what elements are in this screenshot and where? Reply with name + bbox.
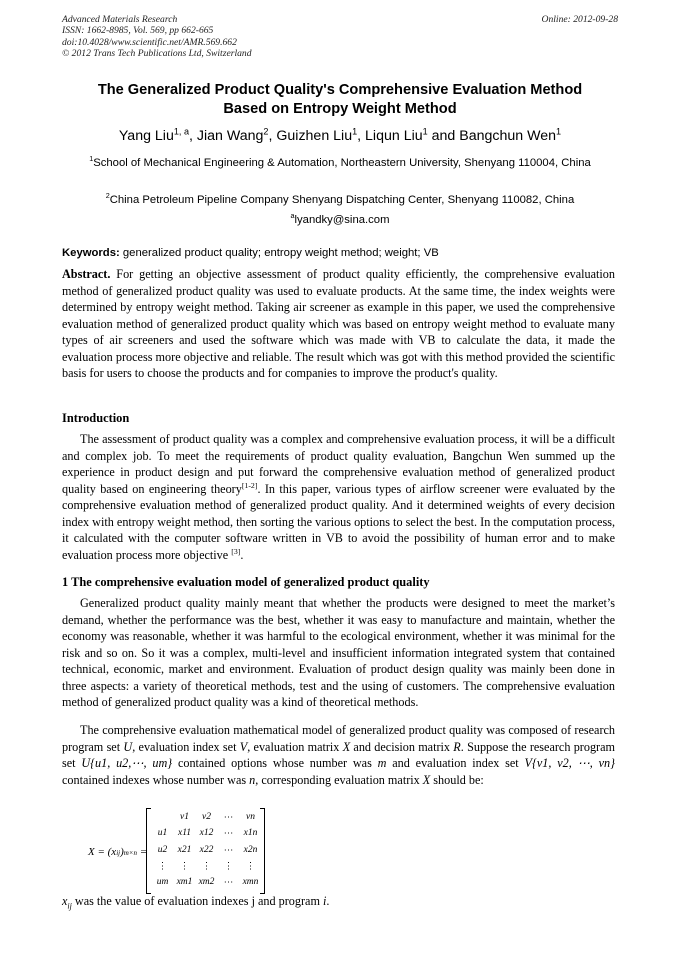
math-var: X xyxy=(342,739,351,754)
author-sup: 1 xyxy=(422,126,428,137)
matrix-cell: u1 xyxy=(157,828,168,838)
text-run: , evaluation index set xyxy=(132,739,240,754)
email-sup: a xyxy=(290,211,295,221)
journal-header xyxy=(62,14,618,59)
text-run: The comprehensive evaluation mathematical model of generalized product quality was composed of research program set xyxy=(62,723,615,754)
evaluation-matrix xyxy=(88,808,288,892)
matrix-cell: xm1 xyxy=(176,877,193,887)
author-name: Yang Liu xyxy=(118,128,174,144)
matrix-cell: x1n xyxy=(243,828,258,838)
abstract-label: Abstract. xyxy=(62,267,111,281)
matrix-equals: = xyxy=(137,846,148,858)
matrix-cell: xmn xyxy=(242,877,259,887)
affiliation-1 xyxy=(62,155,618,171)
citation-1-2: [1-2] xyxy=(241,480,258,490)
author-name: Jian Wang xyxy=(196,128,264,144)
intro-text-1: The assessment of product quality was a complex and comprehensive evaluation process, it will be a difficult and complex job. To meet the requirements of product quality evaluation, Bangchun Wen summed up the experience in product design and put forward the comprehensive evaluation method of generalized product quality based on engineering theory xyxy=(62,432,615,496)
matrix-lhs-close: ) xyxy=(120,846,124,858)
affiliation-1-text: School of Mechanical Engineering & Automation, Northeastern University, Shenyang 110004, China xyxy=(93,157,591,169)
matrix-lhs-text: X = (x xyxy=(88,846,117,858)
author-email xyxy=(62,212,618,228)
math-var: U xyxy=(123,739,133,754)
text-run: and evaluation index set xyxy=(386,756,525,770)
keywords-label: Keywords: xyxy=(62,247,120,259)
text-run: was the value of evaluation indexes j and program xyxy=(71,894,323,908)
matrix-cell: ⋮ xyxy=(179,862,190,872)
author-name: Liqun Liu xyxy=(365,128,423,144)
author-sep: , xyxy=(357,128,366,144)
matrix-cell: x11 xyxy=(177,828,191,838)
intro-text-3: . xyxy=(240,547,244,562)
introduction-paragraph xyxy=(62,431,615,563)
matrix-cell: ⋯ xyxy=(223,813,234,823)
author-sup: 1 xyxy=(352,126,358,137)
matrix-left-bracket xyxy=(146,808,151,894)
affiliation-2-text: China Petroleum Pipeline Company Shenyang Dispatching Center, Shenyang 110082, China xyxy=(109,194,575,206)
section-1-paragraph-1: Generalized product quality mainly meant that whether the products were designed to meet the market’s demand, whether the performance was the best, whether it was easy to manufacture and maintain, whether the economy was reasonable, whether it was harmful to the ecological environment, whether it was minimal for the risk and so on. So it was a complex, multi-level and insufficient information integrated system that contained technical, economic, market and environment. Evaluation of product design quality was mainly been done in three aspects: a variety of theoretical methods, test and the using of customers. The comprehensive evaluation method of generalized product quality was a kind of theoretical methods. xyxy=(62,596,615,709)
abstract-text: For getting an objective assessment of product quality efficiently, the comprehensive evaluation method of generalized product quality was used to evaluate products. At the same time, the index weights were determined by entropy weight method. Taking air screener as example in this paper, we used the comprehensive evaluation method of generalized product quality which was based on entropy weight method to evaluate many types of air screeners and used the software which was made with VB to calculate the data, it made the evaluation process more objective and reliable. The result which was got with this method provided the scientific basis for users to choose the products and for companies to improve the product's quality. xyxy=(62,267,615,380)
matrix-cell: x12 xyxy=(199,828,214,838)
math-set: V{v1, v2, ⋯, vn} xyxy=(524,756,615,770)
matrix-cell: ⋯ xyxy=(223,878,234,888)
text-run: should be: xyxy=(430,772,484,787)
matrix-cell: xm2 xyxy=(198,877,215,887)
math-var: V xyxy=(239,739,248,754)
matrix-lhs xyxy=(88,846,147,858)
math-var: x xyxy=(62,894,68,908)
author-sep: , xyxy=(189,128,197,144)
section-1-heading: 1 The comprehensive evaluation model of generalized product quality xyxy=(62,575,430,589)
math-var: m xyxy=(377,756,387,770)
author-sep: and xyxy=(427,128,460,144)
matrix-row xyxy=(152,861,260,875)
matrix-lhs-dim: m×n xyxy=(123,849,138,857)
math-var: i xyxy=(323,894,327,908)
author-name: Bangchun Wen xyxy=(459,128,557,144)
introduction-heading: Introduction xyxy=(62,411,130,425)
affiliation-2-sup: 2 xyxy=(105,191,110,201)
math-set: U{u1, u2,⋯, um} xyxy=(81,756,173,770)
paper-title xyxy=(62,81,618,119)
author-sup: 1 xyxy=(556,126,562,137)
math-sub: ij xyxy=(67,901,72,911)
journal-copyright: © 2012 Trans Tech Publications Ltd, Switzerland xyxy=(62,47,252,59)
matrix-cell: x22 xyxy=(199,845,214,855)
matrix-cell: ⋮ xyxy=(245,862,256,872)
text-run: contained options whose number was xyxy=(172,756,378,770)
text-run: . Suppose the research program set xyxy=(62,739,615,770)
author-name: Guizhen Liu xyxy=(276,128,353,144)
affiliation-1-sup: 1 xyxy=(89,154,94,164)
matrix-cell: v2 xyxy=(202,812,211,822)
matrix-cell: vn xyxy=(246,812,255,822)
matrix-lhs-sub: ij xyxy=(116,849,121,857)
matrix-cell: u2 xyxy=(157,845,168,855)
email-text: lyandky@sina.com xyxy=(294,214,390,226)
matrix-row xyxy=(152,812,260,826)
online-date: Online: 2012-09-28 xyxy=(541,14,618,25)
text-run: contained indexes whose number was xyxy=(62,772,250,787)
matrix-cell: ⋮ xyxy=(223,862,234,872)
matrix-cell: ⋯ xyxy=(223,846,234,856)
matrix-row xyxy=(152,828,260,842)
journal-doi: doi:10.4028/www.scientific.net/AMR.569.662 xyxy=(62,36,237,48)
after-matrix-line xyxy=(62,893,615,915)
math-var: R xyxy=(453,739,461,754)
author-list xyxy=(62,126,618,146)
author-sep: , xyxy=(268,128,277,144)
matrix-cell: ⋮ xyxy=(157,862,168,872)
journal-issn: ISSN: 1662-8985, Vol. 569, pp 662-665 xyxy=(62,25,214,37)
matrix-cell: x2n xyxy=(243,845,258,855)
matrix-row xyxy=(152,877,260,891)
citation-3: [3] xyxy=(231,546,241,556)
affiliation-2 xyxy=(62,192,618,208)
text-run: . xyxy=(326,894,330,908)
journal-name: Advanced Materials Research xyxy=(62,14,178,25)
matrix-cell: v1 xyxy=(180,812,189,822)
author-sup: 2 xyxy=(263,126,269,137)
abstract xyxy=(62,266,615,382)
math-var: X xyxy=(422,772,431,787)
matrix-cell: x21 xyxy=(177,845,192,855)
matrix-cell: ⋮ xyxy=(201,862,212,872)
matrix-row xyxy=(152,845,260,859)
math-var: n xyxy=(249,772,256,787)
keywords-text: generalized product quality; entropy weight method; weight; VB xyxy=(119,247,439,259)
section-1-paragraph-2 xyxy=(62,722,615,788)
matrix-cell: ⋯ xyxy=(223,829,234,839)
text-run: , evaluation matrix xyxy=(247,739,343,754)
author-sup: 1, a xyxy=(173,126,190,137)
paper-title-line2: Based on Entropy Weight Method xyxy=(223,101,457,117)
text-run: and decision matrix xyxy=(350,739,454,754)
intro-text-2: . In this paper, various types of airflow screener were evaluated by the comprehensive evaluation method of generalized product quality. And it determined weights of every decision index with entropy weight method, then sorting the various options to select the best. In the computation process, it calculated with the computer software written in VB to avoid the possibility of human error and to make evaluation process more objective xyxy=(62,481,616,562)
keywords-line xyxy=(62,246,618,260)
text-run: , corresponding evaluation matrix xyxy=(255,772,423,787)
paper-title-line1: The Generalized Product Quality's Comprehensive Evaluation Method xyxy=(97,82,583,98)
matrix-cell: um xyxy=(156,877,169,887)
